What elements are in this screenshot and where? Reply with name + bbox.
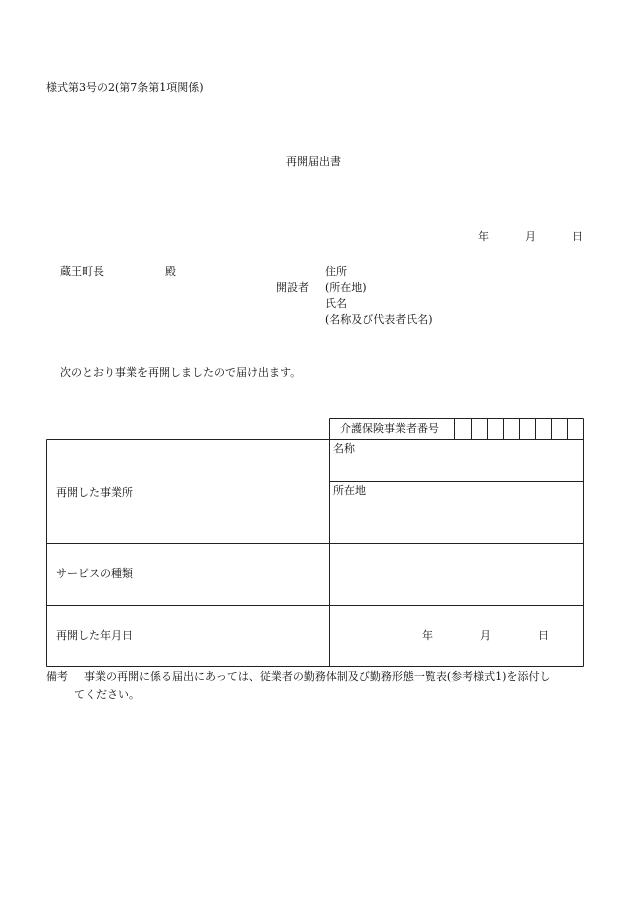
opener-name-sub-label: (名称及び代表者氏名) <box>325 313 433 326</box>
statement-text: 次のとおり事業を再開しましたので届け出ます。 <box>60 366 302 379</box>
remarks-line-1: 事業の再開に係る届出にあっては、従業者の勤務体制及び勤務形態一覧表(参考様式1)を添付し <box>84 670 551 683</box>
addressee-suffix: 殿 <box>165 265 176 278</box>
provider-number-digit-2[interactable] <box>474 421 486 438</box>
restart-date-year-label: 年 <box>422 629 433 642</box>
provider-number-digit-1[interactable] <box>458 421 470 438</box>
restart-date-day-label: 日 <box>538 629 549 642</box>
service-type-label: サービスの種類 <box>56 567 133 580</box>
date-year-label: 年 <box>478 230 489 243</box>
facility-name-label: 名称 <box>333 442 355 455</box>
remarks-line-2: てください。 <box>74 688 140 701</box>
provider-number-digit-6[interactable] <box>538 421 550 438</box>
provider-number-digit-8[interactable] <box>570 421 582 438</box>
opener-address-label: 住所 <box>325 265 347 278</box>
remarks-label: 備考 <box>46 670 68 683</box>
provider-number-digit-3[interactable] <box>490 421 502 438</box>
provider-number-label: 介護保険事業者番号 <box>340 422 439 435</box>
date-month-label: 月 <box>525 230 536 243</box>
provider-number-digit-7[interactable] <box>554 421 566 438</box>
opener-label: 開設者 <box>276 281 309 294</box>
facility-location-label: 所在地 <box>333 484 366 497</box>
opener-address-sub-label: (所在地) <box>325 281 367 294</box>
opener-name-label: 氏名 <box>325 297 347 310</box>
remarks-note <box>46 668 586 704</box>
restart-date-month-label: 月 <box>480 629 491 642</box>
provider-number-digit-5[interactable] <box>522 421 534 438</box>
restart-date-label: 再開した年月日 <box>56 629 133 642</box>
provider-number-digit-4[interactable] <box>506 421 518 438</box>
addressee: 蔵王町長 <box>60 265 104 278</box>
facility-label: 再開した事業所 <box>56 486 133 499</box>
date-day-label: 日 <box>572 230 583 243</box>
form-number-label: 様式第3号の2(第7条第1項関係) <box>46 81 204 94</box>
document-title: 再開届出書 <box>286 155 341 168</box>
